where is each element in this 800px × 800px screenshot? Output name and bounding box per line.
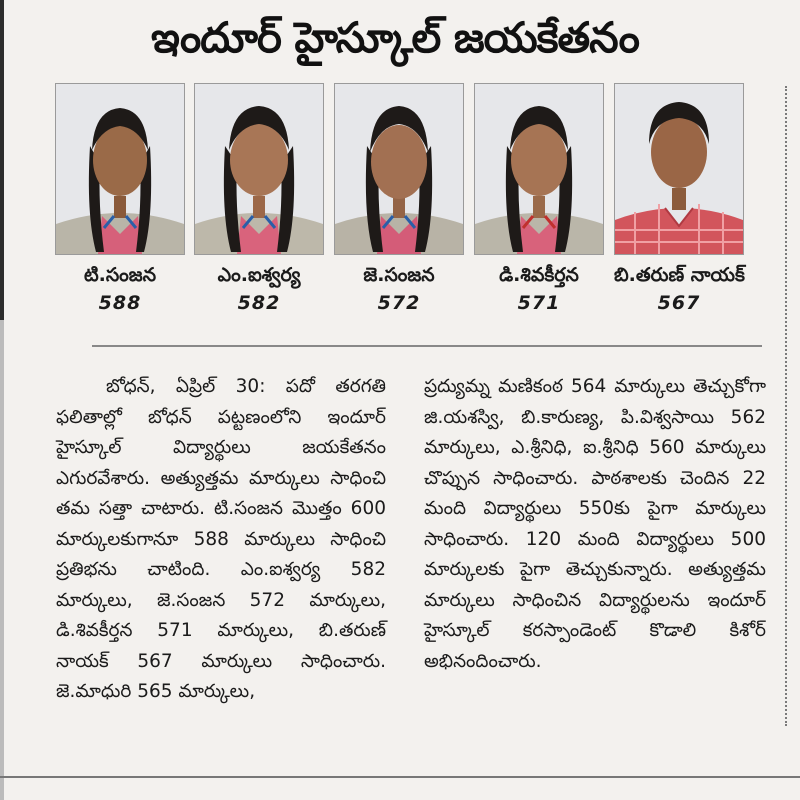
divider [92,345,762,347]
headline: ఇందూర్ హైస్కూల్ జయకేతనం [151,13,639,62]
student-name: ఎం.ఐశ్వర్య [217,264,301,286]
student-card [194,83,324,317]
student-marks: 588 [98,292,142,314]
student-photo [614,83,744,255]
student-photo [474,83,604,255]
page-edge [0,0,4,800]
student-marks: 582 [237,292,281,314]
student-card [55,83,185,317]
student-marks: 567 [657,292,701,314]
student-marks: 572 [377,292,421,314]
article-paragraph: బోధన్, ఏప్రిల్ 30: పదో తరగతి ఫలితాల్లో బోధన్ పట్టణంలోని ఇందూర్ హైస్కూల్ విద్యార్థులు జయకేతనం ఎగురవేశారు. అత్యుత్తమ మార్కులు సాధించి తమ సత్తా చాటారు. టి.సంజన మొత్తం 600 మార్కులకుగానూ 588 మార్కులు సాధించి ప్రతిభను చాటింది. ఎం.ఐశ్వర్య 582 మార్కులు, జె.సంజన 572 మార్కులు, డి.శివకీర్తన 571 మార్కులు, బి.తరుణ్ నాయక్ 567 మార్కులు సాధించారు. జె.మాధురి 565 మార్కులు, [56,376,386,702]
column-separator-dotted [785,86,787,726]
student-card [614,83,744,317]
student-photo-row [55,83,745,343]
student-name: టి.సంజన [83,264,157,286]
article-column-right [424,372,766,677]
student-name: డి.శివకీర్తన [499,264,579,286]
student-name: జె.సంజన [363,264,435,286]
student-photo [194,83,324,255]
article-column-left [56,372,386,708]
student-marks: 571 [517,292,561,314]
article-paragraph: ప్రద్యుమ్న మణికంఠ 564 మార్కులు తెచ్చుకోగా జి.యశస్వి, బి.కారుణ్య, పి.విశ్వసాయి 562 మార్కులు, ఎ.శ్రీనిధి, ఐ.శ్రీనిధి 560 మార్కులు చొప్పున సాధించారు. పాఠశాలకు చెందిన 22 మంది విద్యార్థులు 550కు పైగా మార్కులు సాధించారు. 120 మంది విద్యార్థులు 500 మార్కులకు పైగా తెచ్చుకున్నారు. అత్యుత్తమ మార్కులు సాధించిన విద్యార్థులను ఇందూర్ హైస్కూల్ కరస్పాండెంట్ కొడాలి కిశోర్ అభినందించారు. [424,376,766,672]
student-card [334,83,464,317]
bottom-divider [0,776,800,778]
student-card [474,83,604,317]
student-name: బి.తరుణ్ నాయక్ [614,264,745,286]
student-photo [334,83,464,255]
student-photo [55,83,185,255]
